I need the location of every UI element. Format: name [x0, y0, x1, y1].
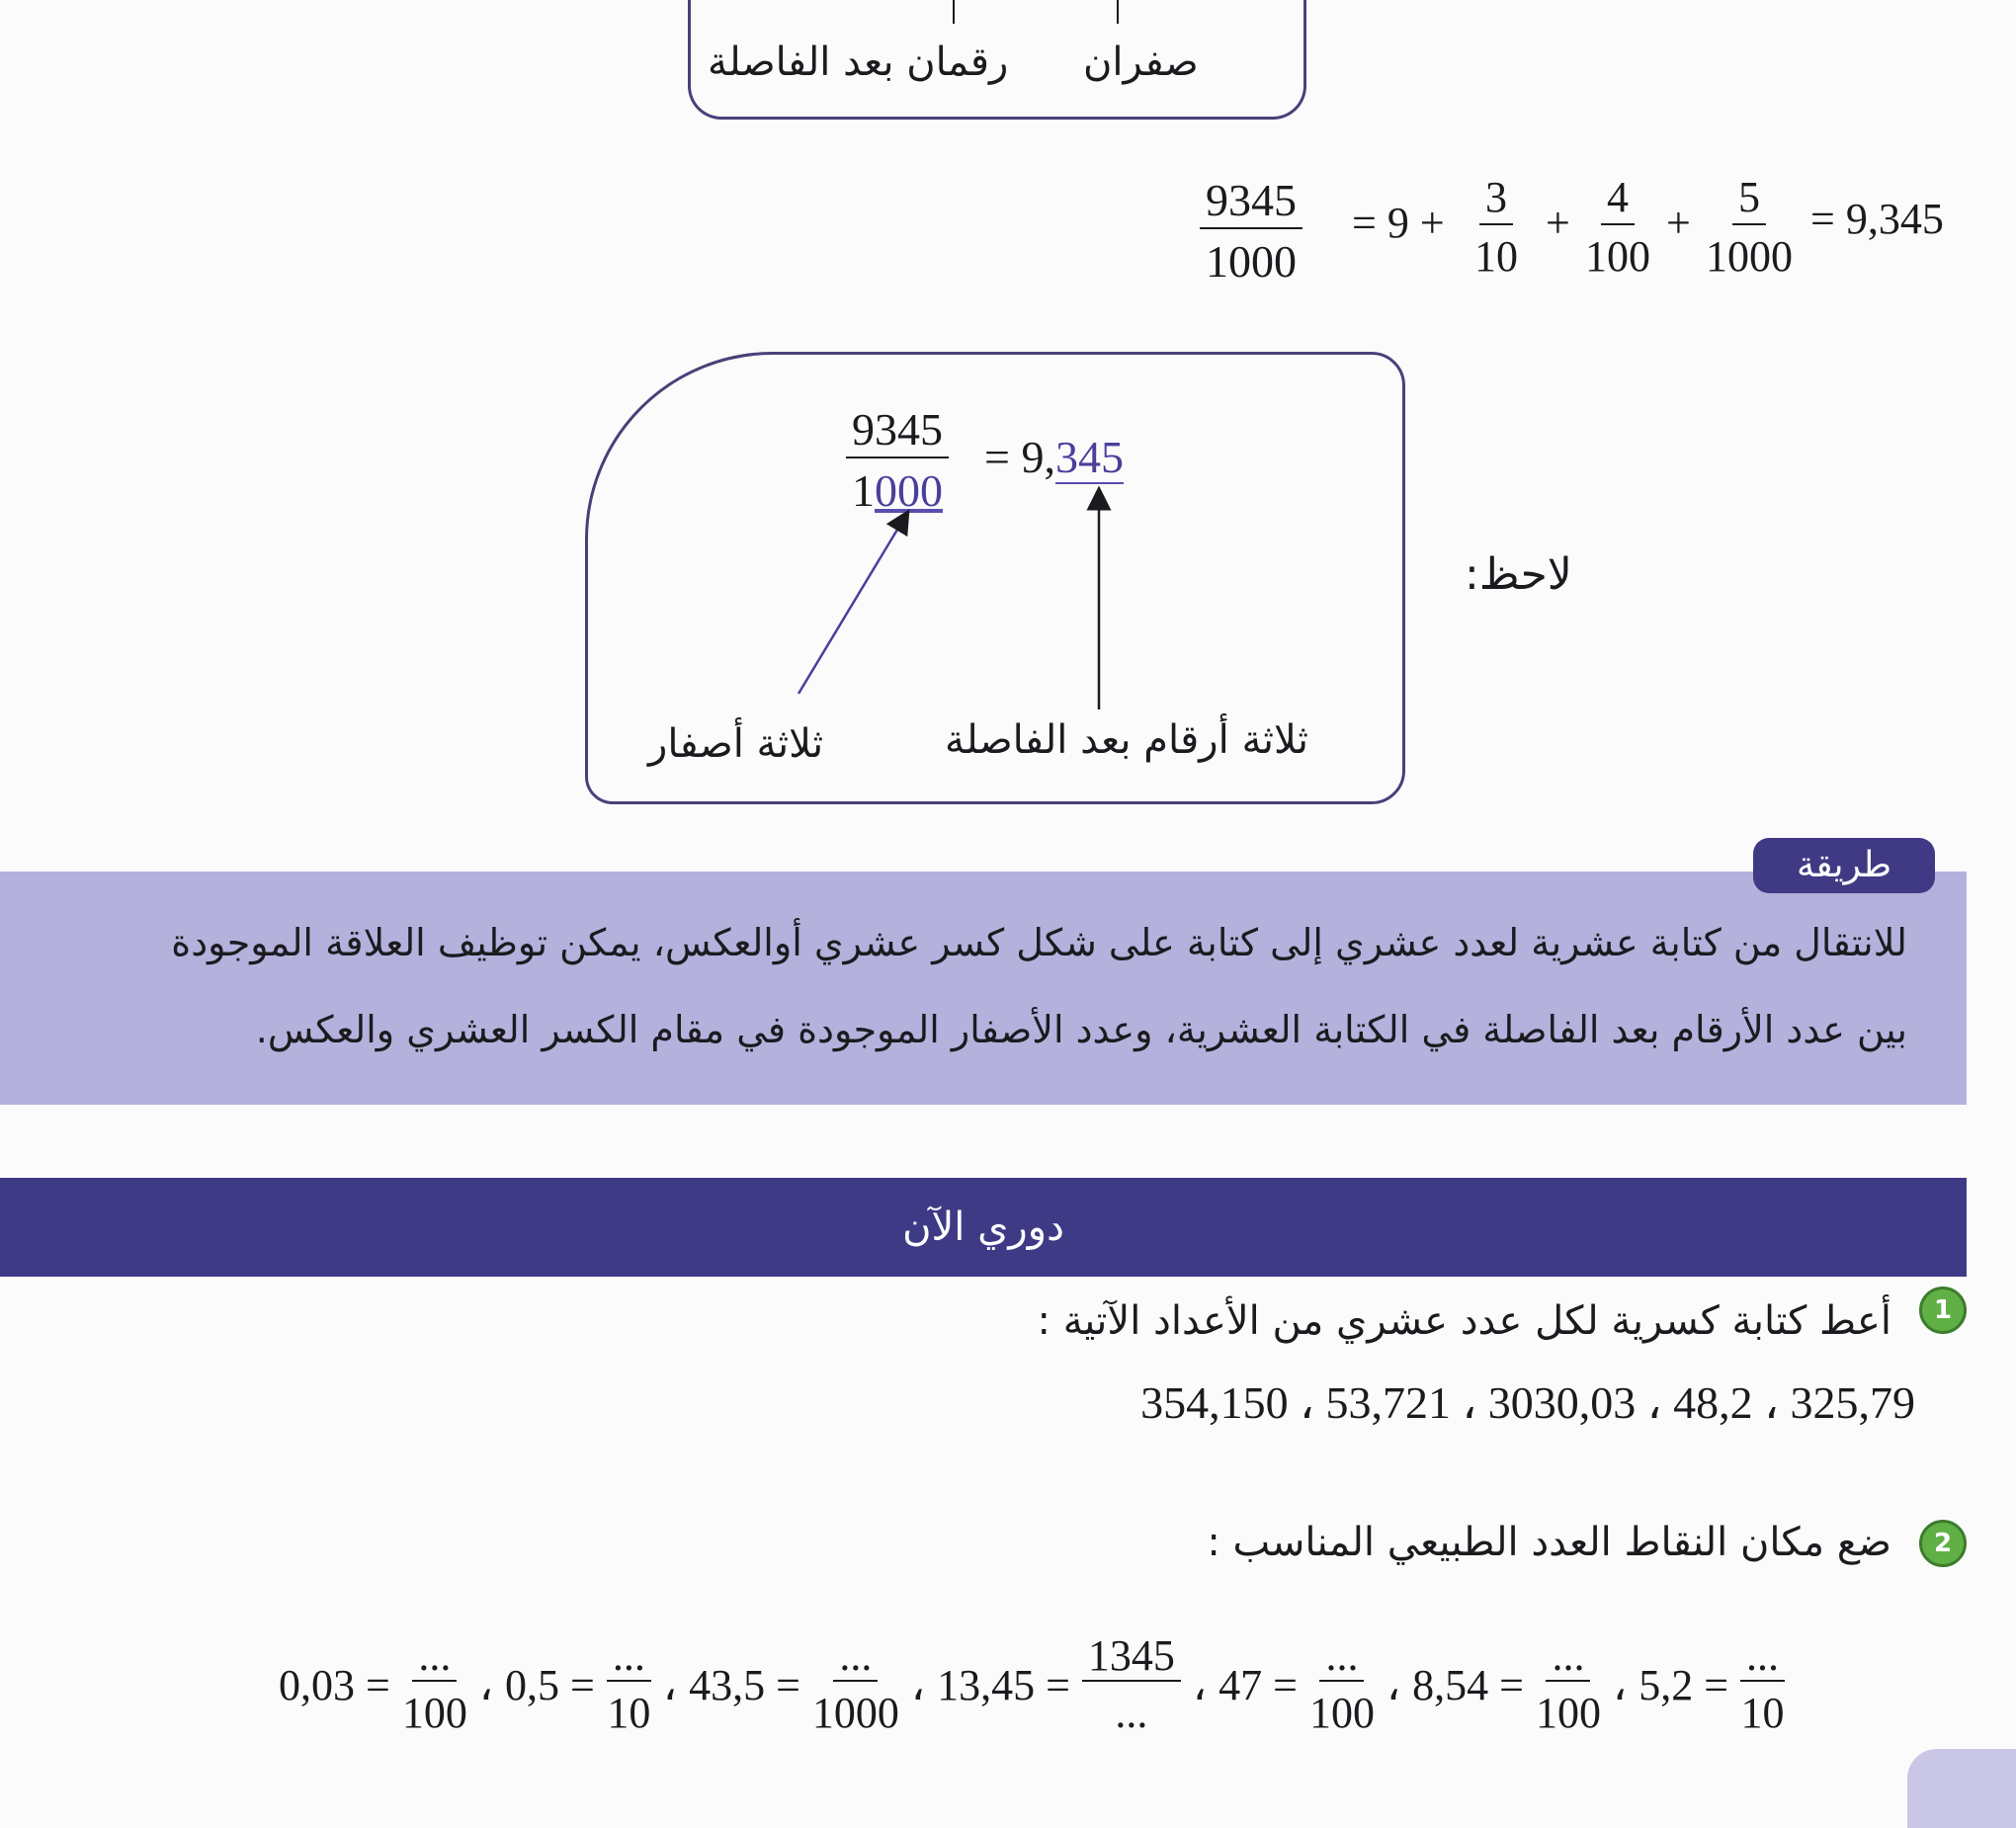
item-lhs: 5,2 =: [1638, 1660, 1729, 1709]
exercise-number-badge: 1: [1919, 1287, 1967, 1334]
eq-result: = 9,345: [1810, 195, 1944, 243]
item-lhs: 0,5 =: [505, 1660, 595, 1709]
fraction-3-over-10: $\frac{3}{10}$: [1474, 173, 1518, 281]
plus-sign: +: [1546, 199, 1570, 247]
exercise1-numbers: 354,150 ، 53,721 ، 3030,03 ، 48,2 ، 325,79: [1140, 1377, 1915, 1428]
exercise2-row: 0,03 = ... 100 ، 0,5 = ... 10 ، 43,5 = ... 1000 ، 13,45 = 1345 ... ، 47 = ... 100 ، 8,54 = ... 100 ، 5,2 = ... 10: [279, 1631, 1785, 1737]
blank-fraction: ... 100: [1308, 1631, 1375, 1737]
blank-numerator[interactable]: ...: [1319, 1634, 1364, 1682]
blank-numerator[interactable]: ...: [833, 1634, 878, 1682]
item-lhs: 47 =: [1218, 1660, 1298, 1709]
underlined-zeros: 000: [875, 465, 943, 516]
blank-numerator[interactable]: ...: [1546, 1634, 1590, 1682]
arrow-to-zeros: [798, 520, 903, 694]
exercise-number-badge: 2: [1919, 1520, 1967, 1567]
note-fraction: $\frac{9345}{1000}$: [846, 407, 949, 514]
blank-numerator[interactable]: ...: [607, 1634, 651, 1682]
note-label: لاحظ:: [1465, 549, 1572, 600]
eq-9-plus: = 9 +: [1352, 199, 1445, 247]
fraction-5-over-1000: $\frac{5}{1000}$: [1706, 173, 1793, 281]
item-lhs: 43,5 =: [689, 1660, 800, 1709]
fraction-4-over-100: $\frac{4}{100}$: [1585, 173, 1650, 281]
label-zeros: صفران: [1083, 40, 1199, 85]
exercise1-text: أعط كتابة كسرية لكل عدد عشري من الأعداد الآتية :: [1037, 1298, 1891, 1344]
page-corner-tab: [1907, 1749, 2016, 1828]
label-two-digits: رقمان بعد الفاصلة: [708, 40, 1009, 85]
method-line-2: بين عدد الأرقام بعد الفاصلة في الكتابة العشرية، وعدد الأصفار الموجودة في مقام الكسر العشري والعكس.: [255, 1008, 1907, 1051]
note-equation: = 9,345: [984, 432, 1124, 482]
label-three-digits: ثلاثة أرقام بعد الفاصلة: [945, 717, 1309, 763]
fraction-9345-over-1000: $\frac{9345}{1000}$: [1200, 178, 1302, 285]
label-three-zeros: ثلاثة أصفار: [648, 721, 824, 767]
method-tab: طريقة: [1753, 838, 1935, 893]
exercise2-text: ضع مكان النقاط العدد الطبيعي المناسب :: [1207, 1520, 1891, 1565]
blank-fraction: 1345 ...: [1082, 1634, 1181, 1735]
item-lhs: 0,03 =: [279, 1660, 390, 1709]
blank-fraction: ... 1000: [811, 1631, 899, 1737]
plus-sign: +: [1666, 199, 1691, 247]
underlined-decimals: 345: [1054, 432, 1124, 482]
now-turn-title: دوري الآن: [0, 1178, 1967, 1277]
method-band: [0, 872, 1967, 1105]
method-line-1: للانتقال من كتابة عشرية لعدد عشري إلى كتابة على شكل كسر عشري أوالعكس، يمكن توظيف العلاقة الموجودة: [171, 921, 1907, 964]
blank-fraction: ... 100: [1535, 1631, 1601, 1737]
blank-fraction: ... 10: [1740, 1631, 1785, 1737]
blank-fraction: ... 10: [607, 1631, 651, 1737]
blank-denominator[interactable]: ...: [1115, 1689, 1148, 1737]
blank-numerator[interactable]: ...: [412, 1634, 457, 1682]
item-lhs: 8,54 =: [1412, 1660, 1524, 1709]
item-lhs: 13,45 =: [937, 1660, 1070, 1709]
blank-numerator[interactable]: ...: [1740, 1634, 1785, 1682]
blank-fraction: ... 100: [401, 1631, 467, 1737]
